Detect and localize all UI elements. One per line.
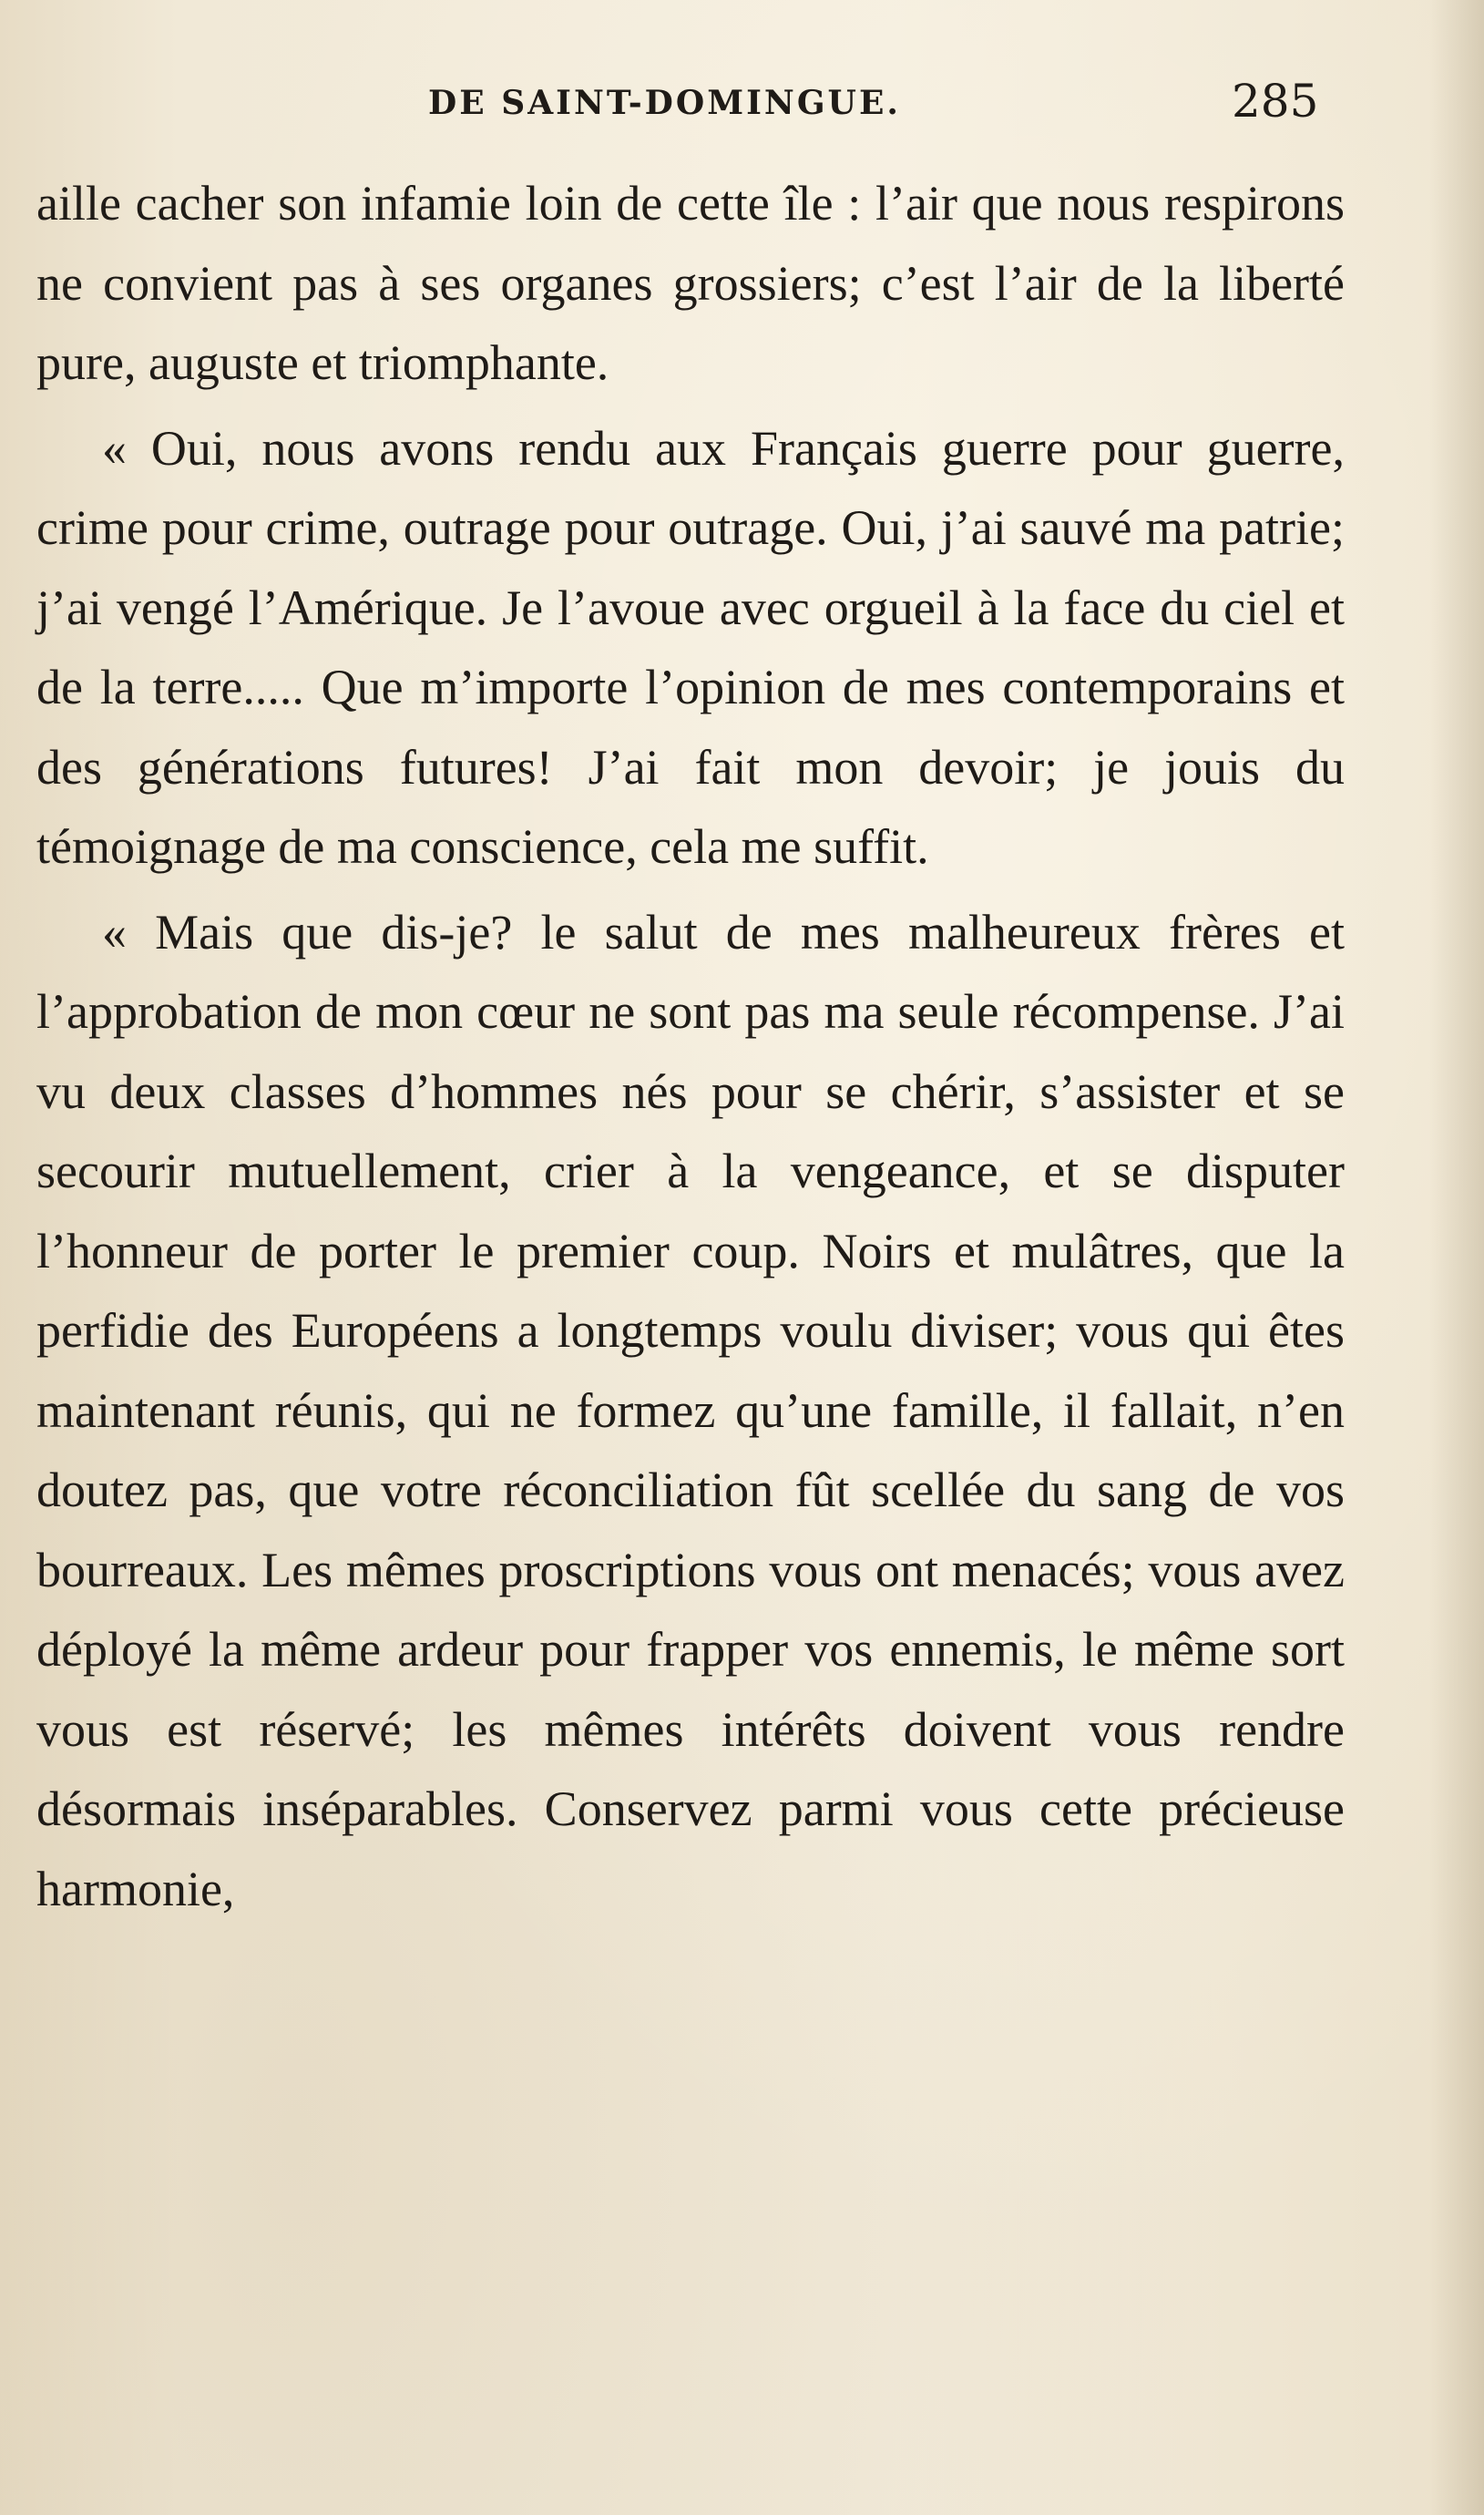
body-text: [36, 164, 1345, 1929]
page-header: [0, 75, 1484, 139]
page-edge-shadow: [1429, 0, 1484, 2515]
paragraph-2: « Oui, nous avons rendu aux Français guerre pour guerre, crime pour crime, outrage pour outrage. Oui, j’ai sauvé ma patrie; j’ai vengé l’Amérique. Je l’avoue avec orgueil à la face du ciel et de la terre..... Que m’importe l’opinion de mes contemporains et des générations futures! J’ai fait mon devoir; je jouis du témoignage de ma conscience, cela me suffit.: [36, 420, 1345, 874]
running-title: DE SAINT-DOMINGUE.: [428, 84, 901, 122]
paragraph-1: aille cacher son infamie loin de cette île : l’air que nous respirons ne convient pas à ses organes grossiers; c’est l’air de la liberté pure, auguste et triomphante.: [36, 176, 1345, 390]
page-number: 285: [1232, 75, 1319, 128]
paragraph-3: « Mais que dis-je? le salut de mes malheureux frères et l’approbation de mon cœur ne sont pas ma seule récompense. J’ai vu deux classes d’hommes nés pour se chérir, s’assister et se secourir mutuellement, crier à la vengeance, et se disputer l’honneur de porter le premier coup. Noirs et mulâtres, que la perfidie des Européens a longtemps voulu diviser; vous qui êtes maintenant réunis, qui ne formez qu’une famille, il fallait, n’en doutez pas, que votre réconciliation fût scellée du sang de vos bourreaux. Les mêmes proscriptions vous ont menacés; vous avez déployé la même ardeur pour frapper vos ennemis, le même sort vous est réservé; les mêmes intérêts doivent vous rendre désormais inséparables. Conservez parmi vous cette précieuse harmonie,: [36, 904, 1345, 1916]
